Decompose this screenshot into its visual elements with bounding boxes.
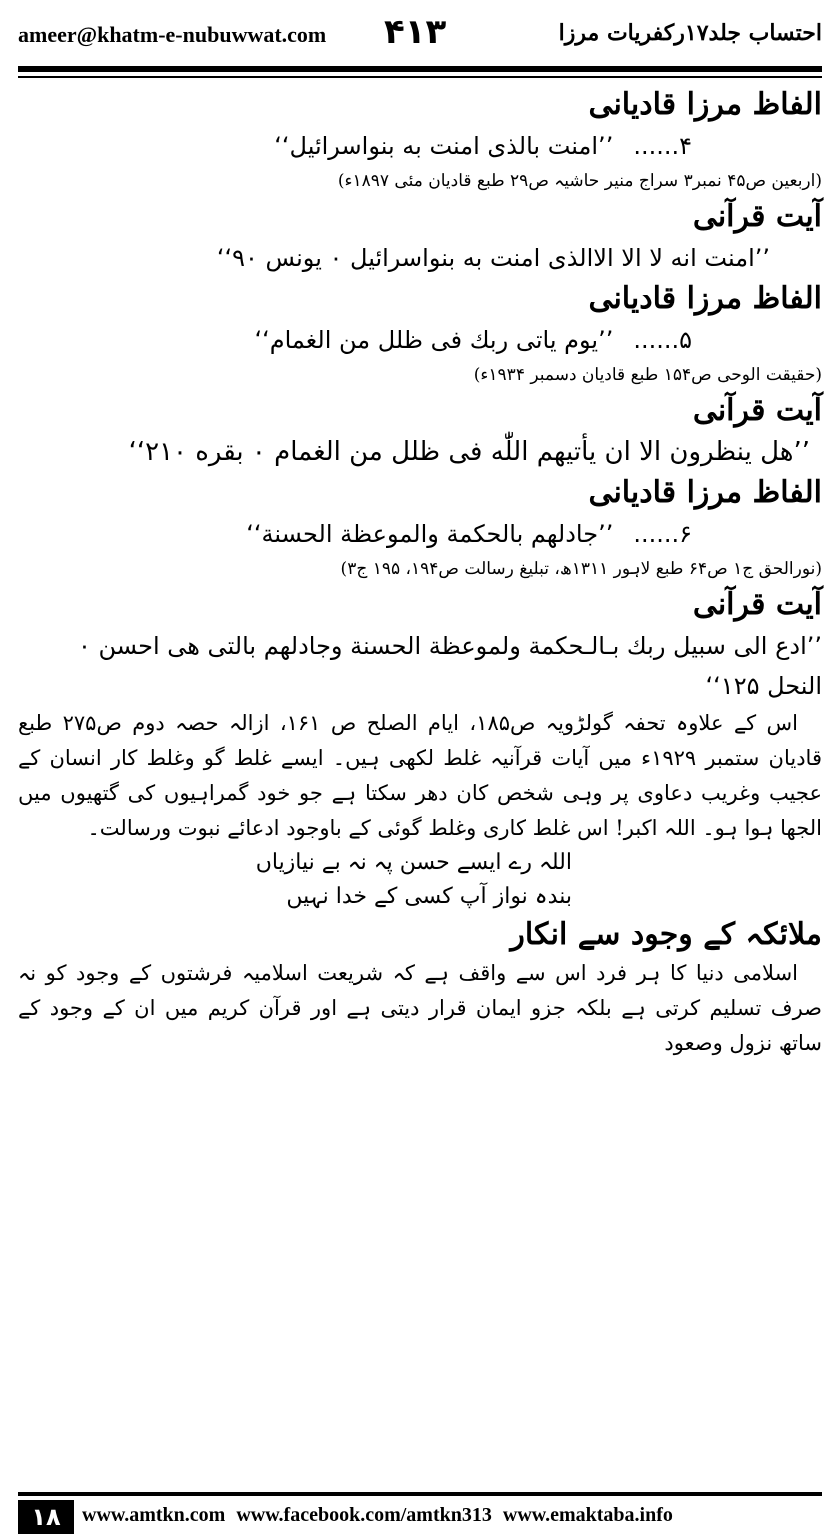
- page-footer: [18, 1492, 822, 1534]
- quran-verse: ’’هل ینظرون الا ان یأتیهم اللّٰه فی ظلل من الغمام ۰ بقره ۲۱۰‘‘: [128, 437, 810, 467]
- quoted-text: ’’امنت بالذی امنت به بنواسرائیل‘‘: [274, 132, 614, 160]
- citation: (اربعین ص۴۵ نمبر۳ سراج منیر حاشیہ ص۲۹ طبع قادیان مئی ۱۸۹۷ء): [337, 171, 822, 191]
- section-heading: آیت قرآنی: [692, 587, 822, 622]
- page-body: [18, 84, 822, 1061]
- section-heading-angels: ملائکہ کے وجود سے انکار: [510, 917, 822, 952]
- quoted-text: ’’جادلهم بالحکمة والموعظة الحسنة‘‘: [246, 520, 614, 548]
- poem-line: بندہ نواز آپ کسی کے خدا نہیں: [286, 884, 572, 909]
- page-header: [18, 14, 822, 60]
- footer-links[interactable]: www.amtkn.com www.facebook.com/amtkn313 www.emaktaba.info: [82, 1504, 673, 1526]
- body-paragraph: اس کے علاوہ تحفہ گولڑویہ ص۱۸۵، ایام الصلح ص ۱۶۱، ازالہ حصہ دوم ص۲۷۵ طبع قادیان ستمبر ۱۹۲۹ء میں آیات قرآنیہ غلط لکھی ہیں۔ ایسے غلط گو وغلط کار انسان کے عجیب وغریب دعاوی پر وہی شخص کان دھر سکتا ہے جو خود گمراہیوں کی گتھیوں میں الجھا ہوا ہو۔ اللہ اکبر! اس غلط کاری وغلط گوئی کے باوجود ادعائے نبوت ورسالت۔: [18, 711, 822, 840]
- section-mirza-words-4: [18, 84, 822, 196]
- header-rule-thin: [18, 76, 822, 78]
- quoted-phrase: [18, 126, 822, 166]
- quran-verse: ’’امنت انه لا الا الاالذی امنت به بنواسرائیل ۰ یونس ۹۰‘‘: [216, 244, 770, 272]
- section-heading: آیت قرآنی: [692, 199, 822, 234]
- section-quran-verse-1: [18, 196, 822, 278]
- poem: [18, 846, 822, 914]
- section-quran-verse-2: [18, 390, 822, 472]
- section-mirza-words-5: [18, 278, 822, 390]
- body-paragraph: اسلامی دنیا کا ہر فرد اس سے واقف ہے کہ شریعت اسلامیہ فرشتوں کے وجود کو نہ صرف تسلیم کرتی ہے بلکہ جزو ایمان قرار دیتی ہے اور قرآن کریم میں ان کے وجود کے ساتھ نزول وصعود: [18, 961, 822, 1055]
- quoted-phrase: [18, 320, 822, 360]
- quoted-text: ’’یوم یاتی ربك فی ظلل من الغمام‘‘: [254, 326, 614, 354]
- header-page-number: ۴۱۳: [384, 12, 447, 52]
- section-heading: الفاظ مرزا قادیانی: [588, 87, 822, 122]
- quran-verse: ’’ادع الی سبیل ربك بـالـحکمة ولموعظة الحسنة وجادلهم بالتی هی احسن ۰ النحل ۱۲۵‘‘: [77, 632, 822, 700]
- footer-rule: [18, 1492, 822, 1496]
- section-quran-verse-3: [18, 584, 822, 706]
- citation: (نورالحق ج۱ ص۶۴ طبع لاہور ۱۳۱۱ھ، تبلیغ رسالت ص۱۹۴، ۱۹۵ ج۳): [340, 559, 822, 579]
- item-number: ۵......: [633, 326, 692, 354]
- citation: (حقیقت الوحی ص۱۵۴ طبع قادیان دسمبر ۱۹۳۴ء): [473, 365, 822, 385]
- item-number: ۶......: [633, 520, 692, 548]
- section-heading: آیت قرآنی: [692, 393, 822, 428]
- header-book-title: احتساب جلد۱۷رکفریات مرزا: [558, 20, 822, 46]
- header-rule-thick: [18, 66, 822, 72]
- section-heading: الفاظ مرزا قادیانی: [588, 475, 822, 510]
- section-heading: الفاظ مرزا قادیانی: [588, 281, 822, 316]
- item-number: ۴......: [633, 132, 692, 160]
- quoted-phrase: [18, 514, 822, 554]
- footer-page-badge: ۱۸: [18, 1500, 74, 1534]
- section-mirza-words-6: [18, 472, 822, 584]
- poem-line: اللہ رے ایسے حسن پہ نہ بے نیازیاں: [255, 850, 572, 875]
- header-email[interactable]: ameer@khatm-e-nubuwwat.com: [18, 22, 327, 47]
